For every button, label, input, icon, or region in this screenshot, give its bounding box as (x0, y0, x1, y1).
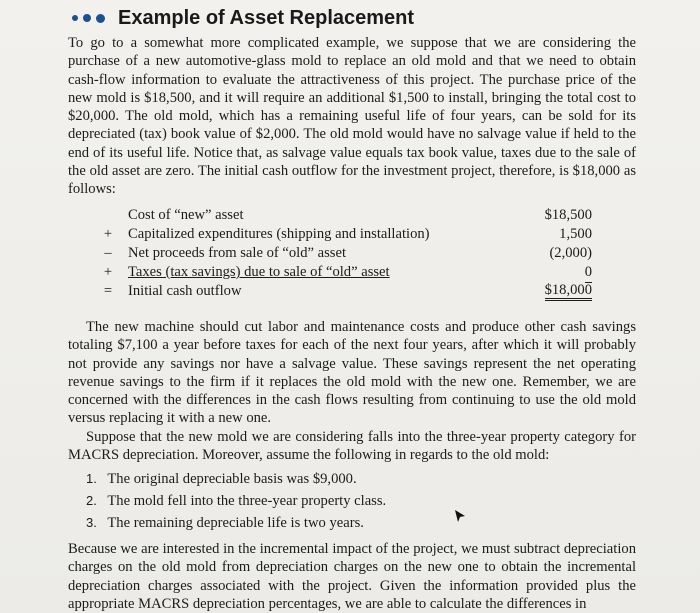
row-symbol: – (104, 245, 112, 261)
initial-cash-outflow-table (98, 206, 598, 301)
table-row (98, 225, 598, 244)
row-label: Net proceeds from sale of “old” asset (128, 245, 347, 261)
list-item-text: The remaining depreciable life is two years. (107, 515, 364, 531)
list-item-text: The original depreciable basis was $9,000. (107, 471, 357, 487)
list-item-text: The mold fell into the three-year property class. (107, 493, 387, 509)
row-symbol: + (103, 226, 113, 242)
row-label: Initial cash outflow (128, 283, 242, 299)
table-row (98, 263, 598, 282)
table-row (98, 244, 598, 263)
list-item (86, 490, 626, 512)
row-label: Capitalized expenditures (shipping and installation) (128, 226, 430, 242)
row-amount: 0 (585, 263, 592, 283)
list-item-number: 1. (86, 471, 97, 486)
assumptions-list (86, 468, 626, 534)
paragraph-intro: To go to a somewhat more complicated example, we suppose that we are considering the purchase of a new automotive-glass mold to replace an old mold and that we need to obtain cash-flow information to evaluate the attractiveness of this project. The purchase price of the new mold is $18,500, and it will require an additional $1,500 to install, bringing the total cost to $20,000. The old mold, which has a remaining useful life of four years, can be sold for its depreciated (tax) book value of $2,000. The old mold would have no salvage value if held to the end of its useful life. Notice that, as salvage value equals tax book value, taxes due to the sale of the old asset are zero. The initial cash outflow for the investment project, therefore, is $18,000 as follows: (68, 35, 636, 198)
list-item-number: 3. (86, 515, 97, 530)
paragraph-incremental: Because we are interested in the incremental impact of the project, we must subtract depreciation charges on the old mold from depreciation charges on the new one to obtain the incremental depreciation charges associated with the project. Given the information provided plus the appropriate MACRS depreciation percentages, we are able to calculate the differences in (68, 541, 636, 612)
list-item-number: 2. (86, 493, 97, 508)
list-item (86, 512, 626, 534)
row-symbol: = (103, 283, 113, 299)
row-amount: 1,500 (559, 226, 592, 242)
bullet-dots-icon (72, 14, 110, 23)
row-amount: $18,500 (544, 207, 592, 223)
row-amount: $18,000 (545, 282, 592, 301)
paragraph-macrs: Suppose that the new mold we are considering falls into the three-year property category for MACRS depreciation. Moreover, assume the following in regards to the old mold: (68, 429, 636, 464)
paragraph-savings: The new machine should cut labor and maintenance costs and produce other cash savings totaling $7,100 a year before taxes for each of the next four years, after which it will probably not provide any savings nor have a salvage value. These savings represent the net operating revenue savings to the firm if it replaces the old mold with the new one. Remember, we are concerned with the differences in the cash flows resulting from continuing to use the old mold versus replacing it with a new one. (68, 319, 636, 427)
heading-title: Example of Asset Replacement (118, 6, 415, 29)
table-row-total (98, 282, 598, 301)
table-row (98, 206, 598, 225)
mouse-pointer-icon (453, 508, 467, 524)
section-heading (72, 4, 414, 32)
list-item (86, 468, 626, 490)
row-amount: (2,000) (549, 245, 592, 261)
row-label: Taxes (tax savings) due to sale of “old” asset (128, 264, 390, 280)
row-symbol: + (103, 264, 113, 280)
row-label: Cost of “new” asset (128, 207, 244, 223)
